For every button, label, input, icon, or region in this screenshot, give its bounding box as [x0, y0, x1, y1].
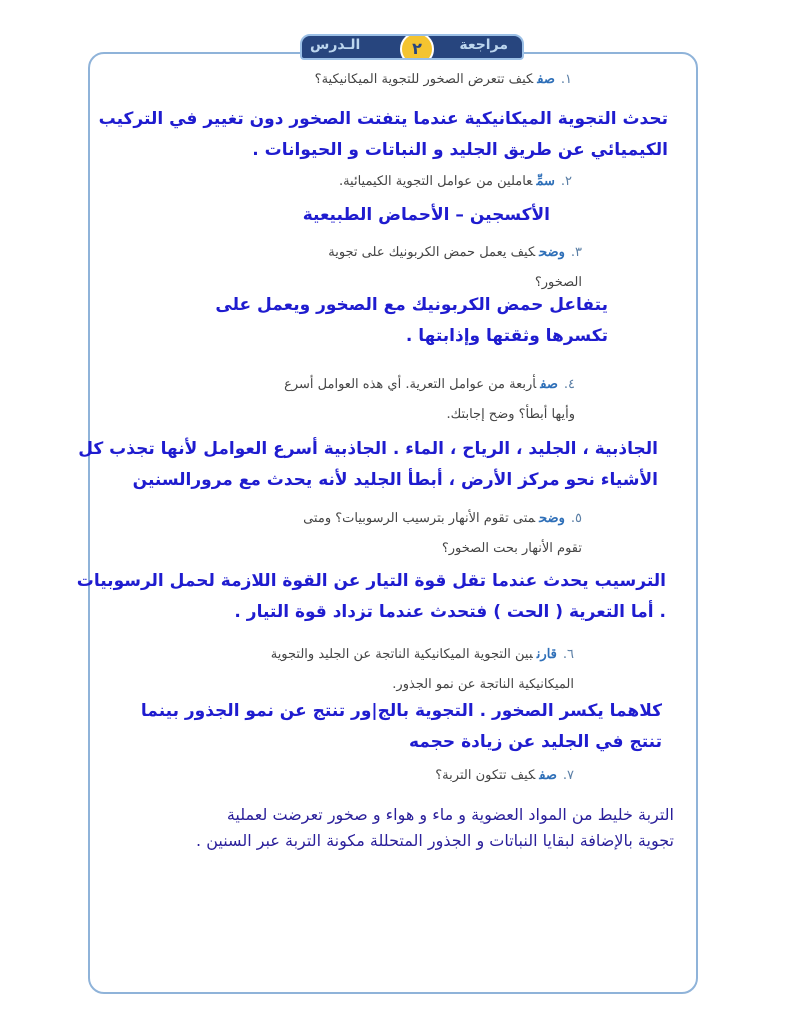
lesson-number-badge: ٢ — [400, 34, 434, 60]
answer-1 — [99, 104, 668, 166]
header-left-label: الـدرس — [310, 37, 361, 53]
answer-line: تنتج في الجليد عن زيادة حجمه — [408, 732, 662, 752]
question-number: ٤. — [563, 377, 575, 392]
question-text: بين التجوية الميكانيكية الناتجة عن الجليد والتجوية — [270, 647, 533, 662]
question-text: كيف تتعرض الصخور للتجوية الميكانيكية؟ — [314, 72, 534, 87]
question-text: وأيها أبطأ؟ وضح إجابتك. — [446, 407, 575, 422]
answer-6 — [141, 696, 662, 758]
answer-3 — [215, 290, 608, 352]
answer-4 — [78, 434, 658, 496]
question-keyword: صف — [537, 72, 555, 87]
answer-line: الجاذبية ، الجليد ، الرياح ، الماء . الجاذبية أسرع العوامل لأنها تجذب كل — [78, 439, 658, 459]
header-right-label: مراجعة — [459, 37, 508, 53]
answer-line: التربة خليط من المواد العضوية و ماء و هواء و صخور تعرضت لعملية — [226, 805, 674, 824]
question-text: الميكانيكية الناتجة عن نمو الجذور. — [392, 677, 574, 692]
question-number: ٥. — [570, 511, 582, 526]
question-keyword: قارن — [536, 647, 557, 662]
answer-line: الأشياء نحو مركز الأرض ، أبطأ الجليد لأنه يحدث مع مرورالسنين — [132, 470, 658, 490]
lesson-review-header — [300, 34, 524, 60]
question-text: عاملين من عوامل التجوية الكيميائية. — [338, 174, 533, 189]
answer-line: . أما التعرية ( الحت ) فتحدث عندما تزداد قوة التيار . — [234, 602, 666, 622]
question-2 — [339, 174, 572, 189]
question-7 — [435, 768, 574, 783]
question-6 — [271, 640, 574, 700]
question-text: تقوم الأنهار بحت الصخور؟ — [441, 541, 582, 556]
answer-line: الأكسجين – الأحماض الطبيعية — [302, 205, 550, 225]
question-text: الصخور؟ — [534, 275, 582, 290]
answer-2 — [303, 200, 550, 231]
question-text: أربعة من عوامل التعرية. أي هذه العوامل أسرع — [284, 377, 537, 392]
answer-7 — [196, 802, 674, 854]
answer-line: تحدث التجوية الميكانيكية عندما يتفتت الصخور دون تغيير في التركيب — [98, 109, 668, 129]
question-keyword: صف — [540, 377, 558, 392]
question-4 — [284, 370, 575, 430]
question-number: ١. — [560, 72, 572, 87]
answer-line: الكيميائي عن طريق الجليد و النباتات و الحيوانات . — [252, 140, 668, 160]
question-keyword: وضح — [539, 511, 565, 526]
question-keyword: صف — [539, 768, 557, 783]
question-keyword: سمِّ — [536, 174, 555, 189]
answer-line: تكسرها وثقتها وإذابتها . — [405, 326, 608, 346]
answer-line: يتفاعل حمض الكربونيك مع الصخور ويعمل على — [215, 295, 608, 315]
question-text: كيف يعمل حمض الكربونيك على تجوية — [328, 245, 536, 260]
question-keyword: وضح — [539, 245, 565, 260]
answer-line: تجوية بالإضافة لبقايا النباتات و الجذور المتحللة مكونة التربة عبر السنين . — [196, 831, 674, 850]
question-text: كيف تتكون التربة؟ — [435, 768, 536, 783]
question-number: ٦. — [562, 647, 574, 662]
question-1 — [315, 72, 572, 87]
question-number: ٧. — [562, 768, 574, 783]
question-number: ٢. — [560, 174, 572, 189]
question-3 — [328, 238, 582, 298]
answer-5 — [77, 566, 666, 628]
question-number: ٣. — [570, 245, 582, 260]
question-text: متى تقوم الأنهار بترسيب الرسوبيات؟ ومتى — [303, 511, 536, 526]
question-5 — [303, 504, 582, 564]
answer-line: الترسيب يحدث عندما تقل قوة التيار عن القوة اللازمة لحمل الرسوبيات — [76, 571, 666, 591]
answer-line: كلاهما يكسر الصخور . التجوية بالج|ور تنتج عن نمو الجذور بينما — [140, 701, 662, 721]
